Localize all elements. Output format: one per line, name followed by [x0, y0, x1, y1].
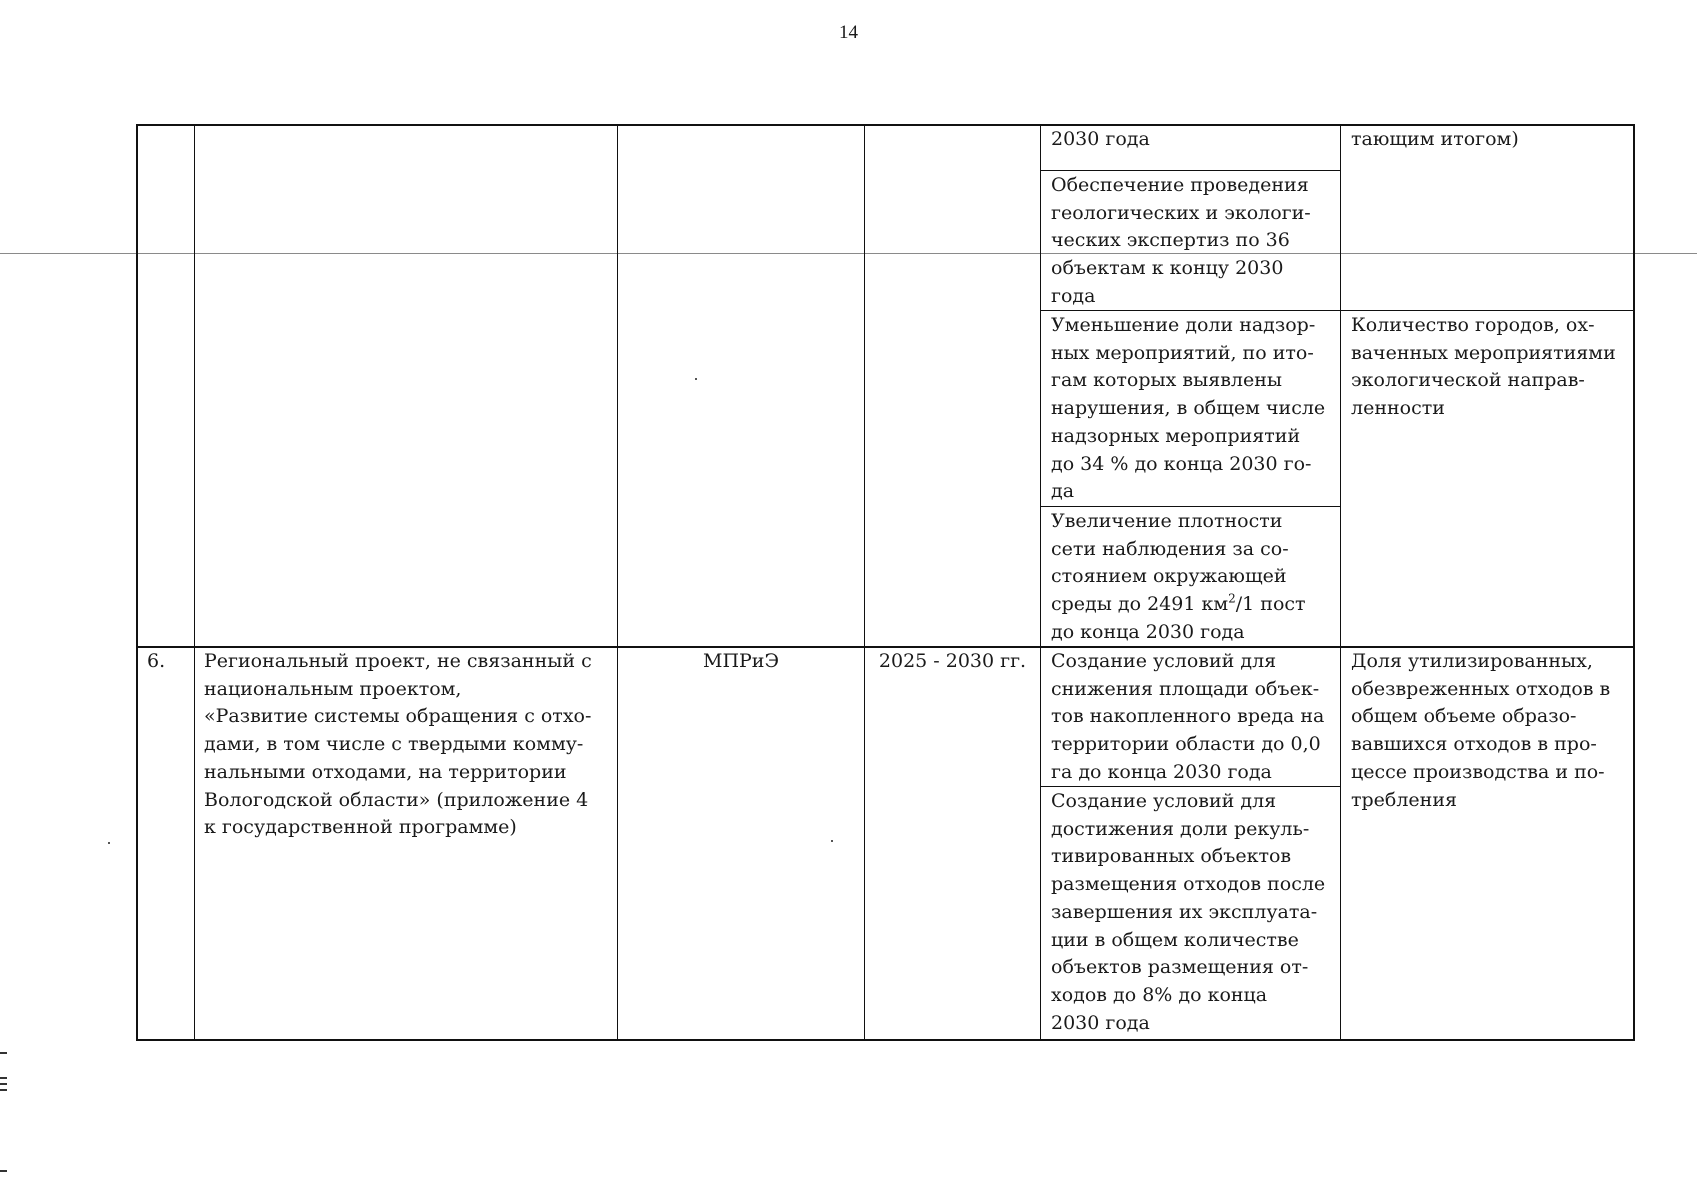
column-divider: [1340, 124, 1341, 1041]
result-recultivation-cell: Создание условий для достижения доли рекуль- тивированных объектов размещения отходов после завершения их эксплуата- ции в общем количестве объектов размещения от- ходов до 8% до конца 2030 года: [1051, 790, 1326, 1034]
column-divider: [617, 124, 618, 1041]
row-number-cell: 6.: [147, 650, 166, 672]
row-divider: [1040, 170, 1340, 171]
indicator-cities-cell: Количество городов, ох- ваченных мероприятиями экологической направ- ленности: [1351, 314, 1616, 420]
page-number: 14: [839, 22, 858, 43]
indicator-fragment-cell: тающим итогом): [1351, 128, 1519, 150]
column-divider: [1040, 124, 1041, 1041]
column-divider: [194, 124, 195, 1041]
table-left-border: [136, 124, 138, 1041]
column-divider: [864, 124, 865, 1041]
table-right-border: [1633, 124, 1635, 1041]
responsible-cell: МПРиЭ: [702, 650, 779, 672]
result-inspections-cell: Уменьшение доли надзор- ных мероприятий, по ито- гам которых выявлены нарушения, в общем числе надзорных мероприятий до 34 % до конца 2030 го- да: [1051, 314, 1326, 503]
table-bottom-border: [138, 1039, 1635, 1041]
period-cell: 2025 - 2030 гг.: [878, 650, 1027, 672]
row-divider: [1040, 506, 1340, 507]
result-accumulated-harm-cell: Создание условий для снижения площади объек- тов накопленного вреда на территории области до 0,0 га до конца 2030 года: [1051, 650, 1325, 783]
project-name-cell: Региональный проект, не связанный с национальным проектом, «Развитие системы обращения с отхо- дами, в том числе с твердыми комму- нальными отходами, на территории Вологодской области» (приложение 4 к государственной программе): [204, 650, 592, 839]
superscript-2: 2: [1228, 591, 1236, 606]
result-expertise-cell: Обеспечение проведения геологических и экологи- ческих экспертиз по 36 объектам к концу 2030 года: [1051, 174, 1311, 307]
result-monitoring-cell: [1051, 508, 1335, 647]
result-monitoring-text-end: /1 пост до конца 2030 года: [1051, 593, 1306, 643]
indicator-waste-cell: Доля утилизированных, обезвреженных отходов в общем объеме образо- вавшихся отходов в про- цессе производства и по- требления: [1351, 650, 1611, 811]
result-fragment-cell: 2030 года: [1051, 128, 1150, 150]
result-monitoring-text: Увеличение плотности сети наблюдения за со- стоянием окружающей среды до 2491 км: [1051, 510, 1289, 616]
